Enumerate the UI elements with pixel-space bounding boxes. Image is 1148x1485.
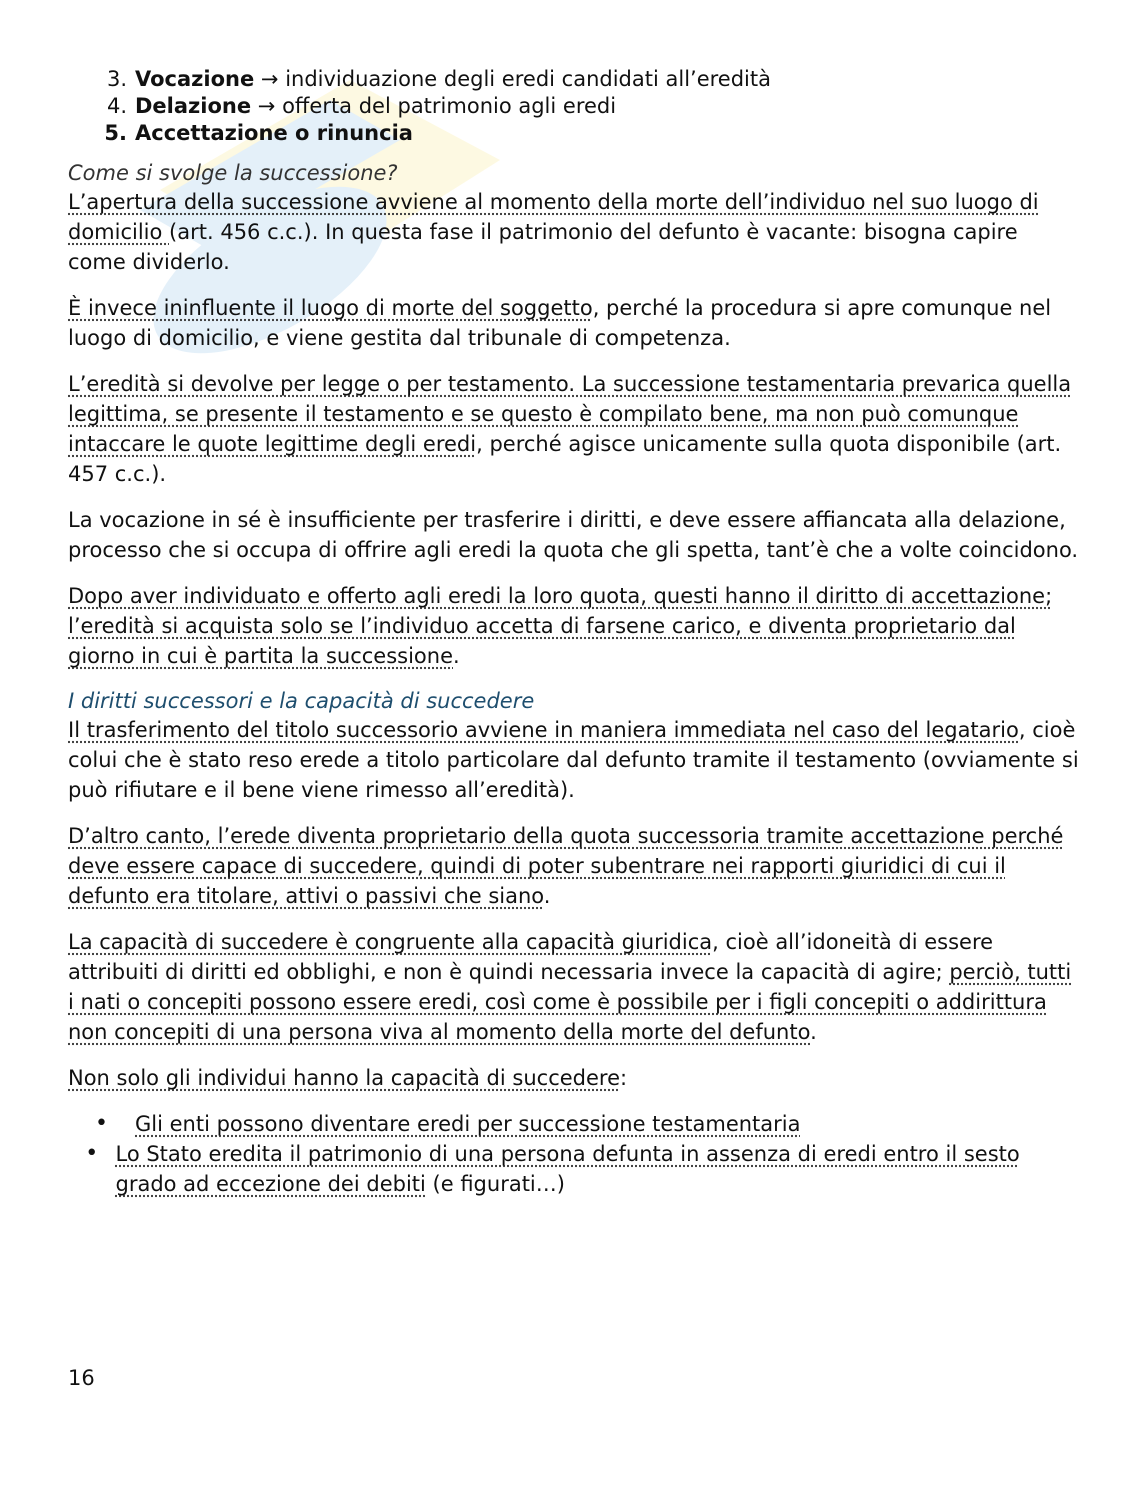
paragraph: La vocazione in sé è insufficiente per trasferire i diritti, e deve essere affiancata alla delazione, processo che si occupa di offrire agli eredi la quota che gli spetta, tant’è che a volte coincidono. xyxy=(68,508,1079,562)
arrow-right-icon: → xyxy=(257,94,276,118)
page-number: 16 xyxy=(68,1366,95,1390)
section-heading: I diritti successori e la capacità di succedere xyxy=(68,689,535,713)
list-item xyxy=(68,120,1080,147)
bullet-list xyxy=(68,1109,1080,1199)
list-item xyxy=(68,93,1080,120)
paragraph: L’eredità si devolve per legge o per testamento. La successione testamentaria prevarica quella legittima, se presente il testamento e se questo è compilato bene, ma non può comunque intaccare le quote legittime degli eredi, perché agisce unicamente sulla quota disponibile (art. 457 c.c.). xyxy=(68,372,1072,486)
list-number: 5. xyxy=(104,121,127,145)
arrow-right-icon: → xyxy=(260,67,279,91)
step-term: Vocazione xyxy=(135,67,255,91)
list-item: • Lo Stato eredita il patrimonio di una persona defunta in assenza di eredi entro il sesto grado ad eccezione dei debiti (e figurati…) xyxy=(68,1139,1080,1199)
paragraph: Il trasferimento del titolo successorio avviene in maniera immediata nel caso del legatario, cioè colui che è stato reso erede a titolo particolare dal defunto tramite il testamento (ovviamente si può rifiutare e il bene viene rimesso all’eredità). xyxy=(68,718,1079,802)
paragraph: D’altro canto, l’erede diventa proprietario della quota successoria tramite accettazione perché deve essere capace di succedere, quindi di poter subentrare nei rapporti giuridici di cui il defunto era titolare, attivi o passivi che siano. xyxy=(68,824,1064,908)
paragraph: È invece ininfluente il luogo di morte del soggetto, perché la procedura si apre comunque nel luogo di domicilio, e viene gestita dal tribunale di competenza. xyxy=(68,296,1052,350)
paragraph: Dopo aver individuato e offerto agli eredi la loro quota, questi hanno il diritto di accettazione; l’eredità si acquista solo se l’individuo accetta di farsene carico, e diventa proprietario dal giorno in cui è partita la successione. xyxy=(68,584,1053,668)
document-page xyxy=(68,66,1080,1199)
step-term: Accettazione o rinuncia xyxy=(135,121,413,145)
paragraph: L’apertura della successione avviene al momento della morte dell’individuo nel suo luogo di domicilio (art. 456 c.c.). In questa fase il patrimonio del defunto è vacante: bisogna capire come dividerlo. xyxy=(68,190,1039,274)
list-number: 4. xyxy=(106,94,127,118)
step-description: individuazione degli eredi candidati all’eredità xyxy=(285,67,771,91)
step-term: Delazione xyxy=(135,94,252,118)
step-description: offerta del patrimonio agli eredi xyxy=(282,94,617,118)
steps-list xyxy=(68,66,1080,147)
paragraph: Non solo gli individui hanno la capacità di succedere: xyxy=(68,1066,628,1090)
bullet-icon: • xyxy=(85,1141,99,1166)
list-item xyxy=(68,66,1080,93)
list-item: • Gli enti possono diventare eredi per successione testamentaria xyxy=(68,1109,1080,1139)
section-heading: Come si svolge la successione? xyxy=(68,161,398,185)
list-number: 3. xyxy=(106,67,127,91)
paragraph: La capacità di succedere è congruente alla capacità giuridica, cioè all’idoneità di essere attribuiti di diritti ed obblighi, e non è quindi necessaria invece la capacità di agire; perciò, tutti i nati o concepiti possono essere eredi, così come è possibile per i figli concepiti o addirittura non concepiti di una persona viva al momento della morte del defunto. xyxy=(68,930,1072,1044)
bullet-icon: • xyxy=(95,1111,108,1136)
